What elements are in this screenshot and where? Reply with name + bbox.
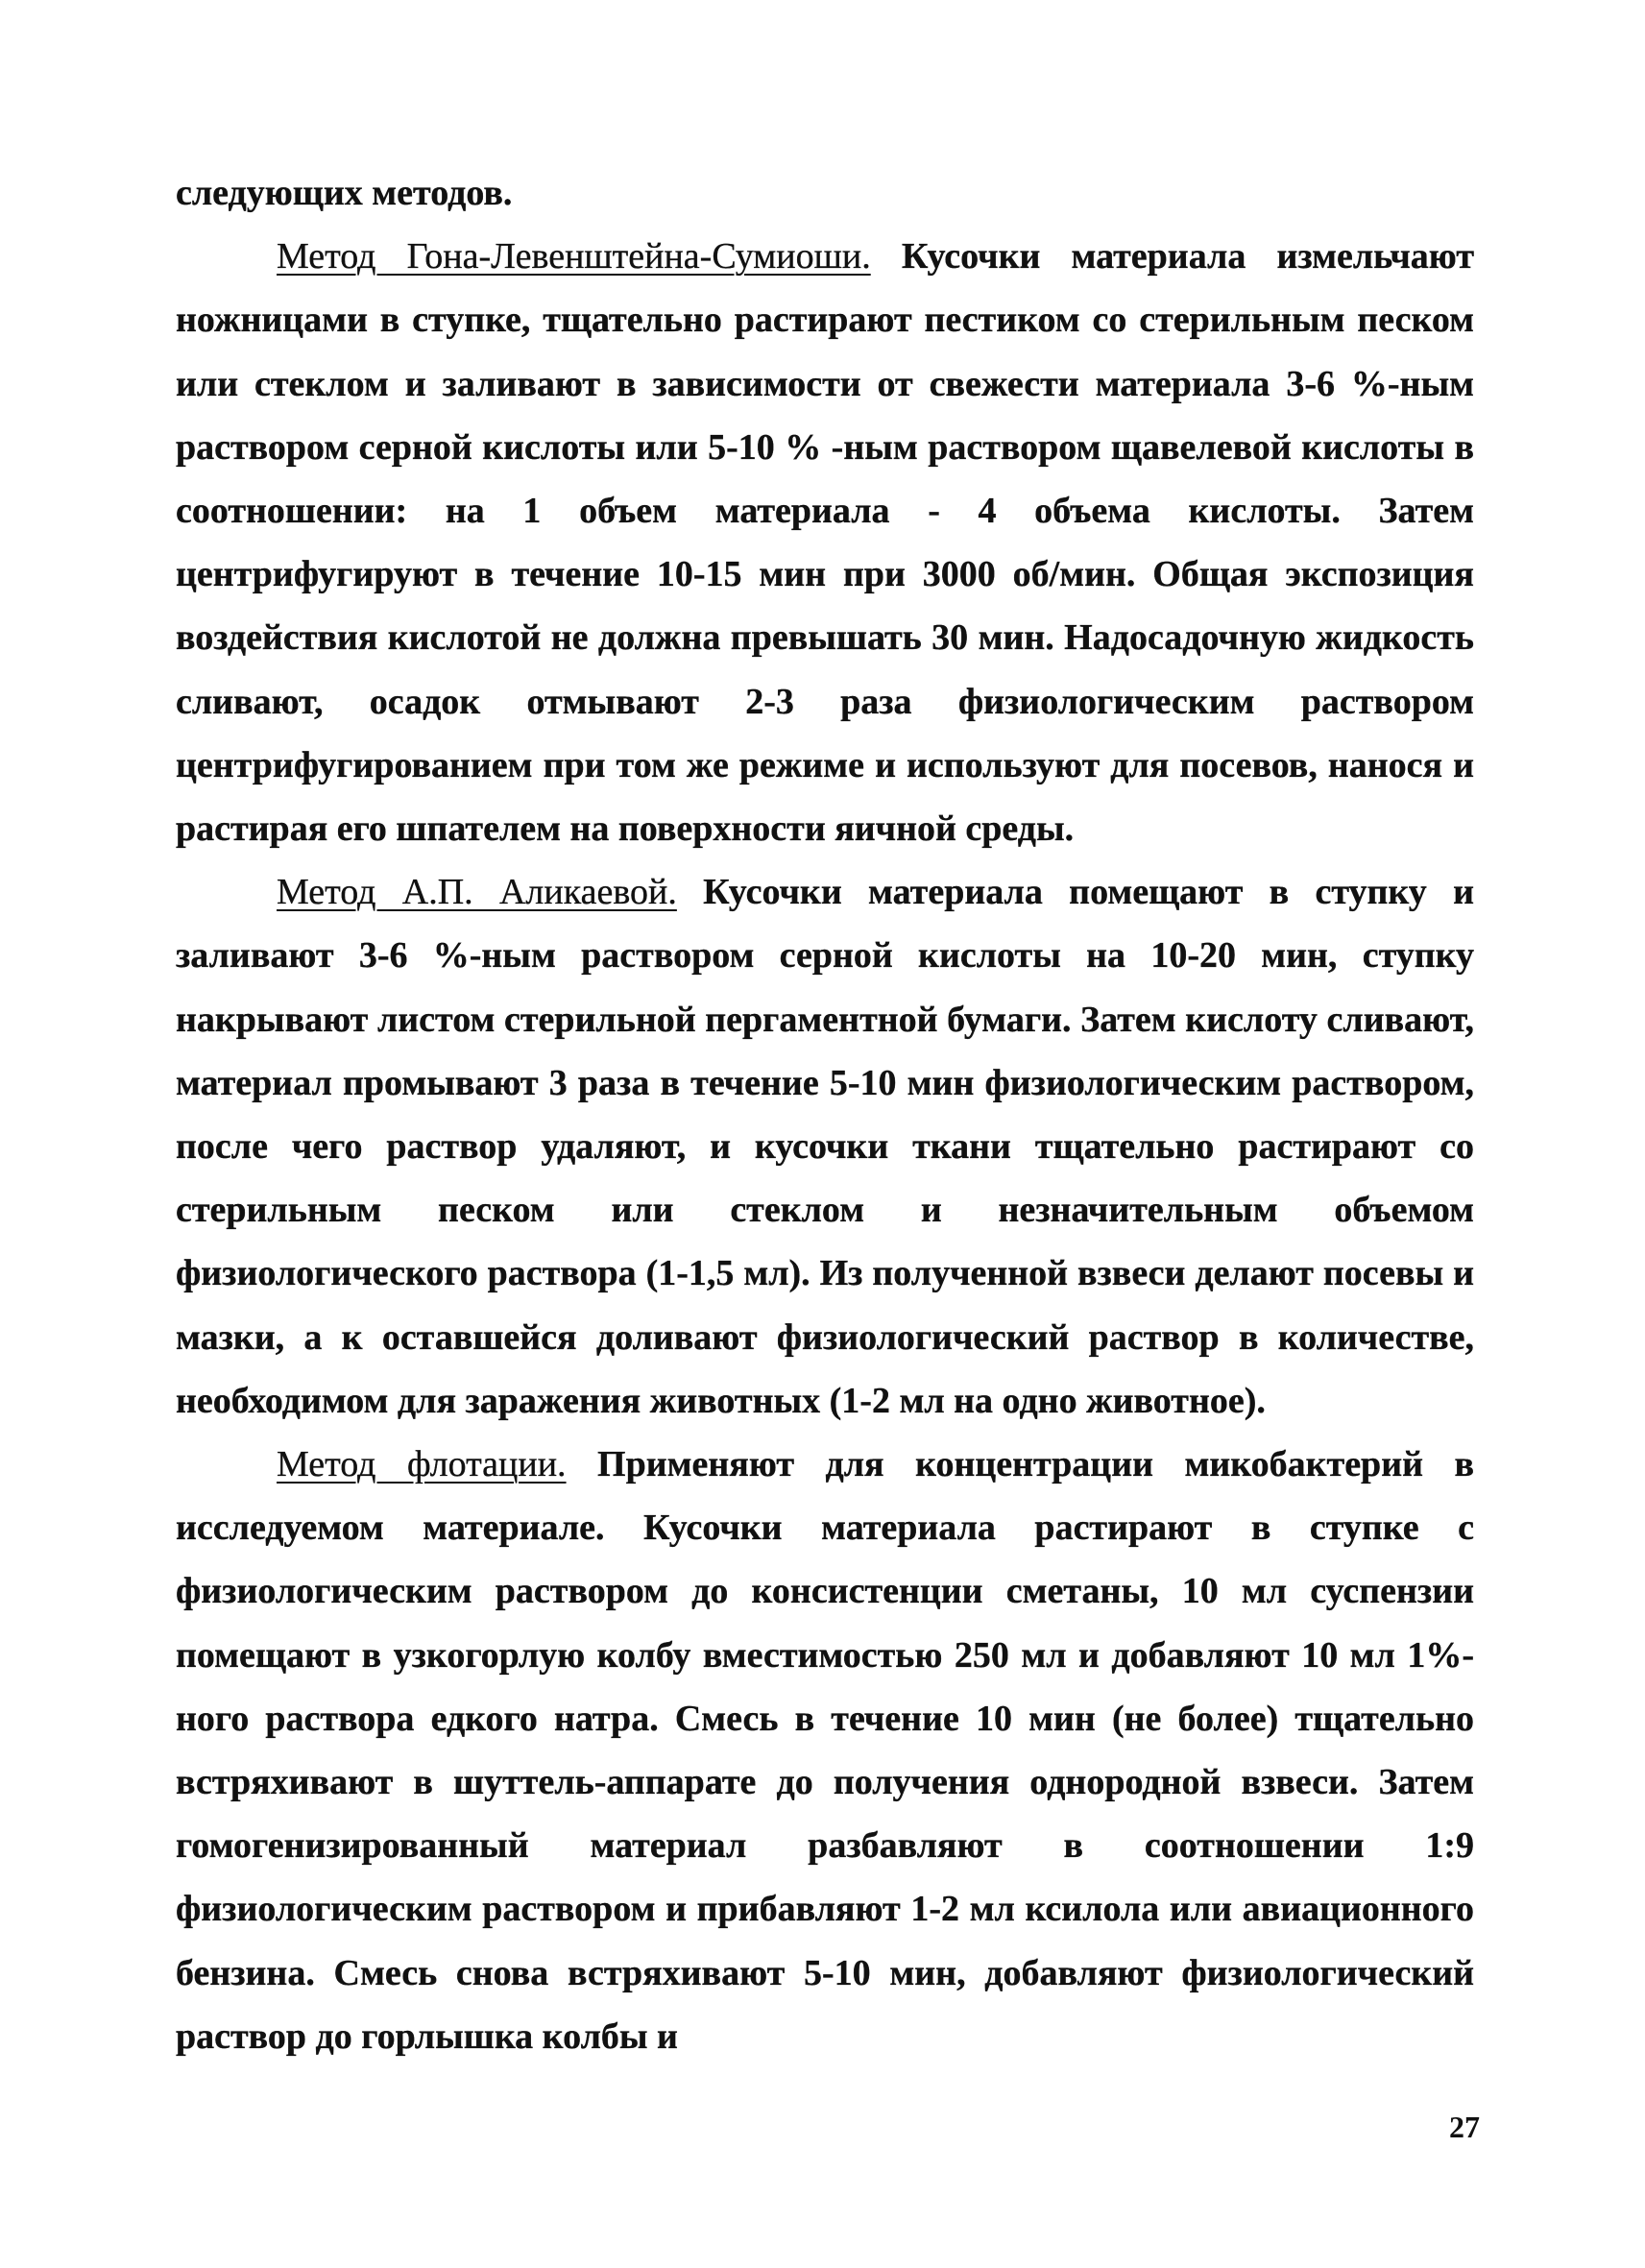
method-title-gon-levenshtein: Метод Гона-Левенштейна-Сумиоши. [277, 236, 871, 277]
paragraph-body-alikaeva: Кусочки материала помещают в ступку и заливают 3-6 %-ным раствором серной кислоты на 10-20 мин, ступку накрывают листом стерильной пергаментной бумаги. Затем кислоту сливают, материал промывают 3 раза в течение 5-10 мин физиологическим раствором, после чего раствор удаляют, и кусочки ткани тщательно растирают со стерильным песком или стеклом и незначительным объемом физиологического раствора (1-1,5 мл). Из полученной взвеси делают посевы и мазки, а к оставшейся доливают физиологический раствор в количестве, необходимом для заражения животных (1-2 мл на одно животное). [176, 872, 1474, 1421]
paragraph-flotation [176, 1433, 1474, 2068]
intro-line: следующих методов. [176, 173, 513, 213]
method-title-alikaeva: Метод А.П. Аликаевой. [277, 872, 677, 913]
paragraph-body-gon-levenshtein: Кусочки материала измельчают ножницами в ступке, тщательно растирают пестиком со стерильным песком или стеклом и заливают в зависимости от свежести материала 3-6 %-ным раствором серной кислоты или 5-10 % -ным раствором щавелевой кислоты в соотношении: на 1 объем материала - 4 объема кислоты. Затем центрифугируют в течение 10-15 мин при 3000 об/мин. Общая экспозиция воздействия кислотой не должна превышать 30 мин. Надосадочную жидкость сливают, осадок отмывают 2-3 раза физиологическим раствором центрифугированием при том же режиме и используют для посевов, нанося и растирая его шпателем на поверхности яичной среды. [176, 236, 1474, 850]
paragraph-gon-levenshtein [176, 225, 1474, 860]
body-text [176, 161, 1474, 2068]
method-title-flotation: Метод флотации. [277, 1444, 567, 1485]
paragraph-alikaeva [176, 860, 1474, 1433]
page-number: 27 [1449, 2110, 1480, 2144]
paragraph-body-flotation: Применяют для концентрации микобактерий в исследуемом материале. Кусочки материала растирают в ступке с физиологическим раствором до консистенции сметаны, 10 мл суспензии помещают в узкогорлую колбу вместимостью 250 мл и добавляют 10 мл 1%-ного раствора едкого натра. Смесь в течение 10 мин (не более) тщательно встряхивают в шуттель-аппарате до получения однородной взвеси. Затем гомогенизированный материал разбавляют в соотношении 1:9 физиологическим раствором и прибавляют 1-2 мл ксилола или авиационного бензина. Смесь снова встряхивают 5-10 мин, добавляют физиологический раствор до горлышка колбы и [176, 1444, 1474, 2057]
